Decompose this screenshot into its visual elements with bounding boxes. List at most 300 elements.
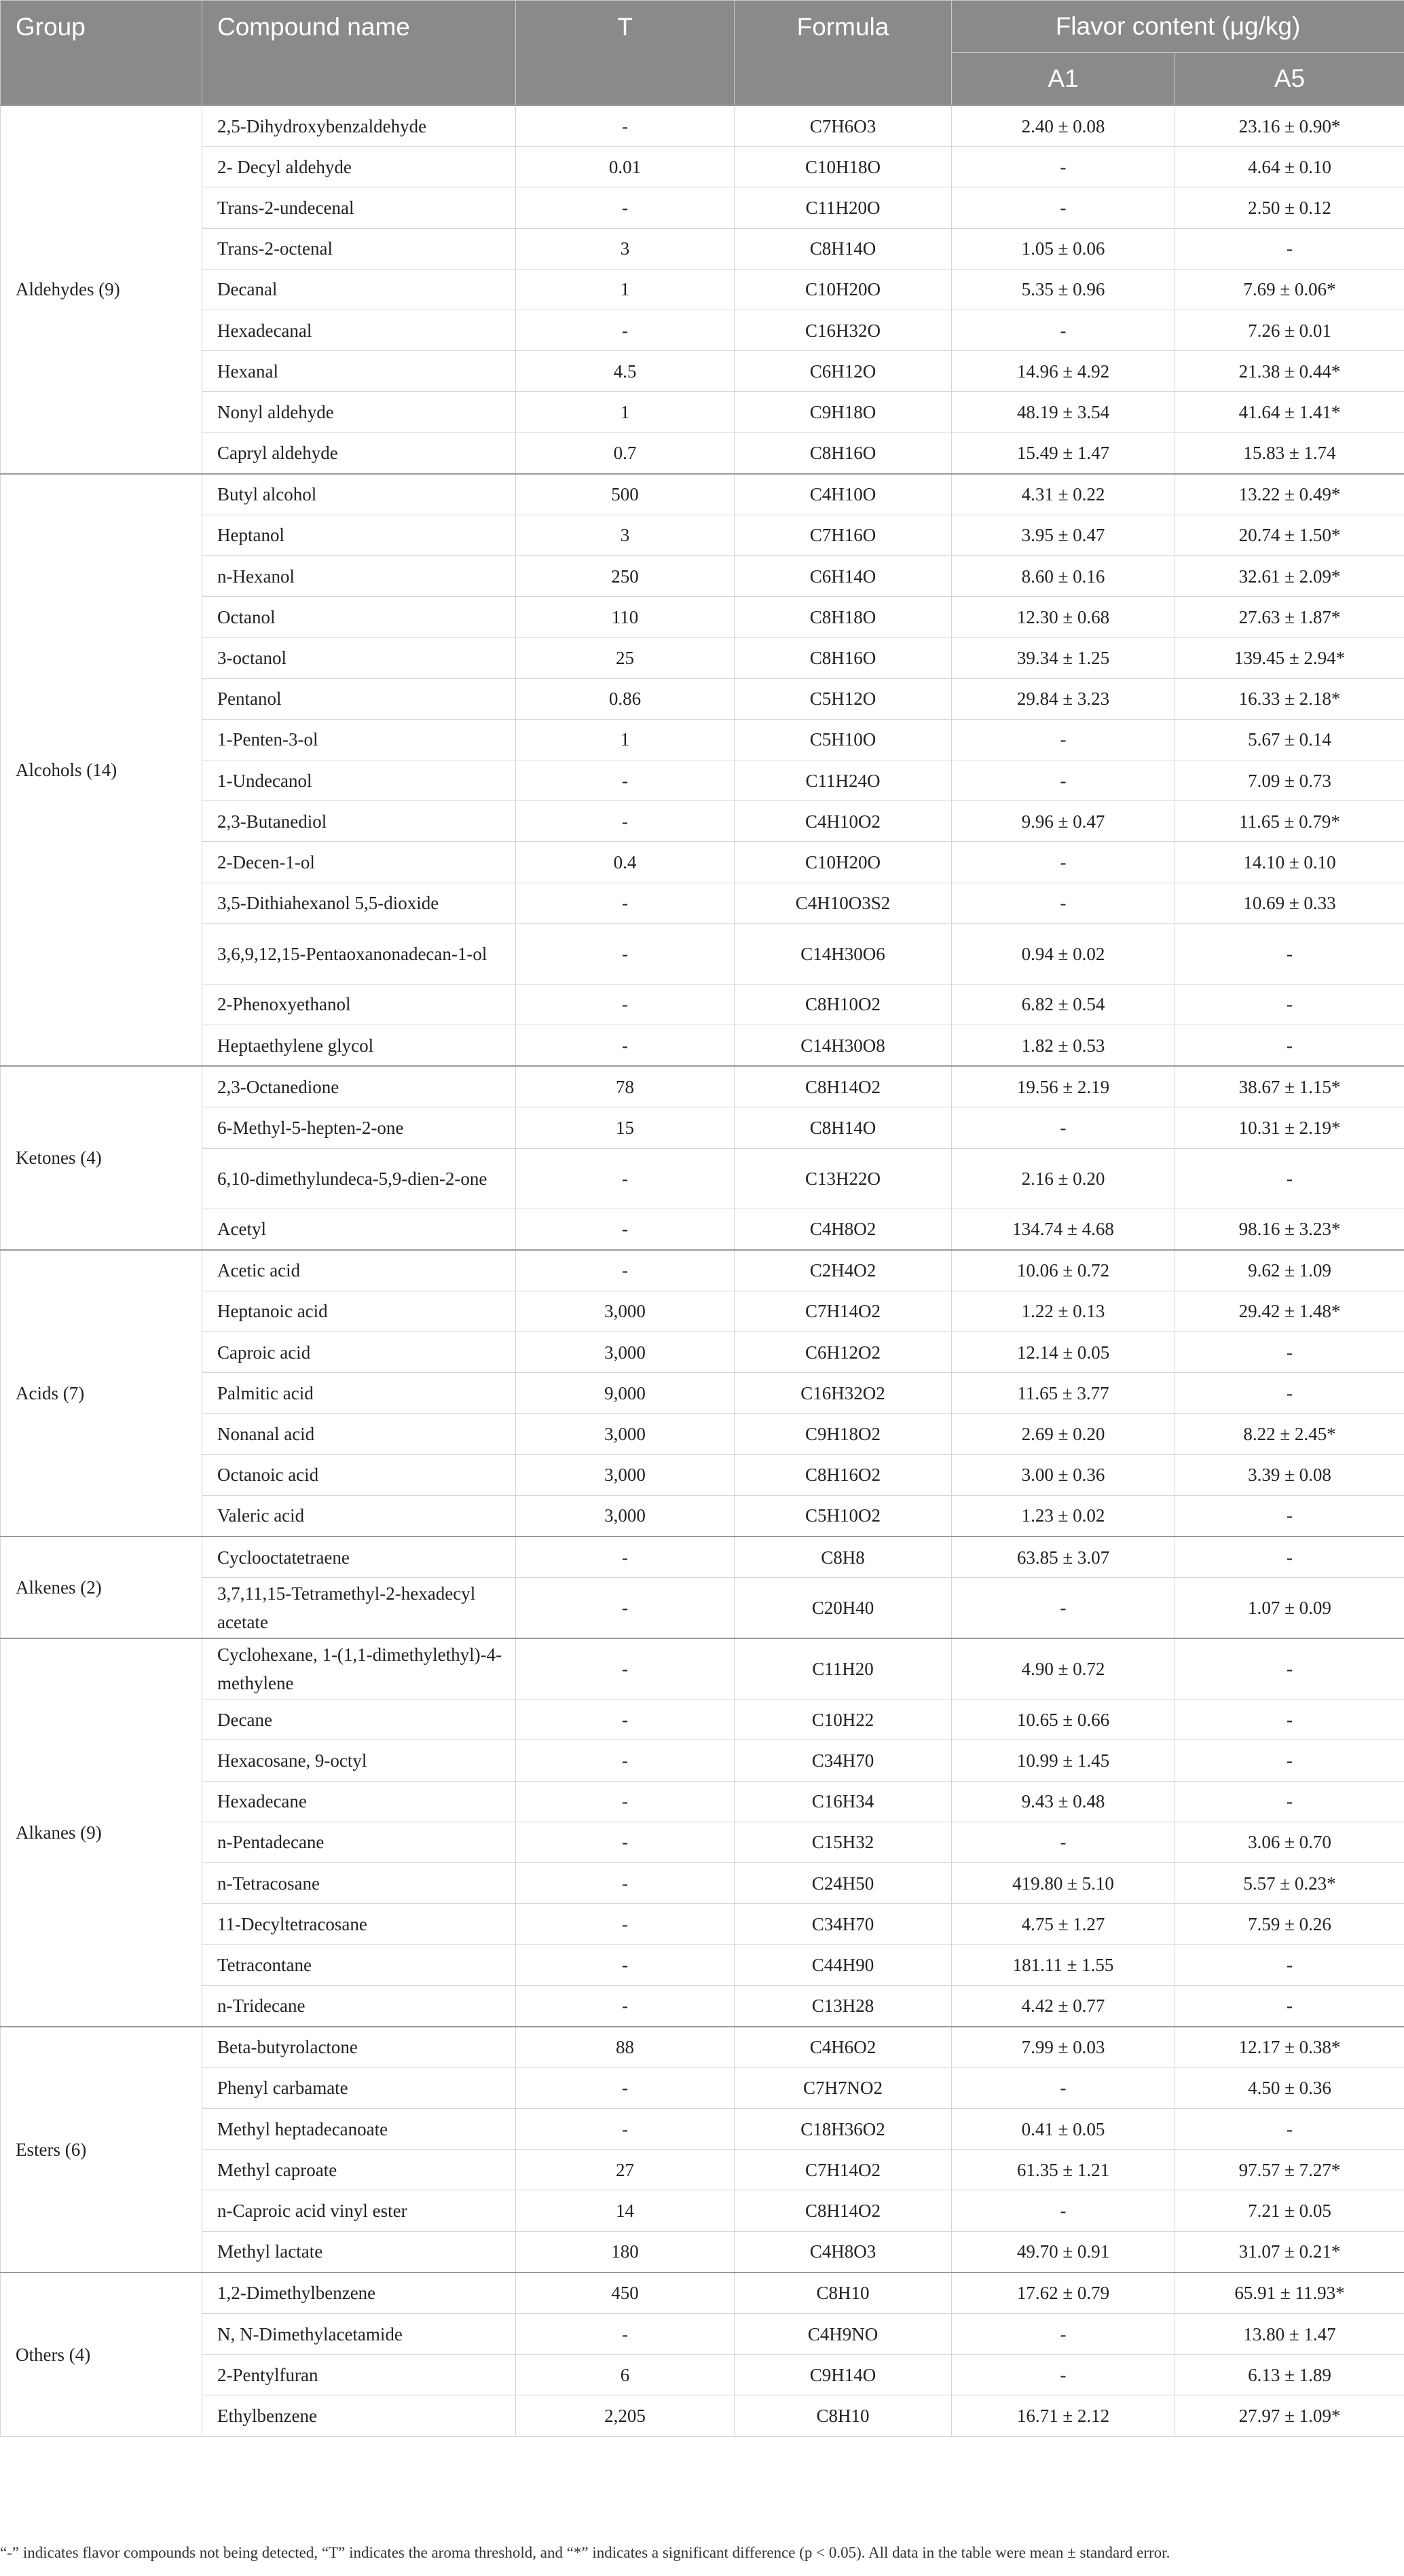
header-threshold: T: [516, 1, 735, 106]
table-row: [1, 1066, 1404, 1107]
a1-value-cell: 11.65 ± 3.77: [952, 1373, 1175, 1414]
compound-name-cell: Acetyl: [202, 1209, 516, 1250]
compound-name-cell: N, N-Dimethylacetamide: [202, 2314, 516, 2355]
table-row: [1, 760, 1404, 801]
a1-value-cell: 39.34 ± 1.25: [952, 638, 1175, 678]
compound-name-cell: Trans-2-octenal: [202, 228, 516, 269]
threshold-cell: 0.01: [516, 147, 735, 187]
formula-cell: C8H14O2: [735, 2190, 952, 2231]
formula-cell: C8H10: [735, 2395, 952, 2436]
a1-value-cell: 4.42 ± 0.77: [952, 1985, 1175, 2027]
group-label: Alkenes (2): [1, 1537, 202, 1638]
table-row: [1, 1209, 1404, 1250]
formula-cell: C11H24O: [735, 760, 952, 801]
a5-value-cell: 7.21 ± 0.05: [1175, 2190, 1404, 2231]
compound-name-cell: Caproic acid: [202, 1332, 516, 1373]
formula-cell: C6H14O: [735, 556, 952, 597]
compound-name-cell: Beta-butyrolactone: [202, 2027, 516, 2068]
compound-name-cell: Nonyl aldehyde: [202, 392, 516, 433]
formula-cell: C4H10O: [735, 474, 952, 515]
a1-value-cell: 9.96 ± 0.47: [952, 801, 1175, 842]
threshold-cell: 110: [516, 597, 735, 638]
formula-cell: C16H32O: [735, 310, 952, 350]
table-row: [1, 842, 1404, 883]
table-row: [1, 2027, 1404, 2068]
threshold-cell: -: [516, 1904, 735, 1945]
formula-cell: C11H20O: [735, 187, 952, 228]
a1-value-cell: 12.30 ± 0.68: [952, 597, 1175, 638]
threshold-cell: -: [516, 2314, 735, 2355]
threshold-cell: -: [516, 801, 735, 842]
table-row: [1, 2231, 1404, 2273]
formula-cell: C5H10O: [735, 719, 952, 760]
threshold-cell: 9,000: [516, 1373, 735, 1414]
a5-value-cell: 29.42 ± 1.48*: [1175, 1291, 1404, 1331]
formula-cell: C14H30O8: [735, 1025, 952, 1066]
a1-value-cell: -: [952, 842, 1175, 883]
a5-value-cell: 9.62 ± 1.09: [1175, 1250, 1404, 1291]
formula-cell: C8H8: [735, 1537, 952, 1578]
compound-name-cell: 2-Phenoxyethanol: [202, 984, 516, 1025]
compound-name-cell: Butyl alcohol: [202, 474, 516, 515]
formula-cell: C8H10O2: [735, 984, 952, 1025]
a5-value-cell: 65.91 ± 11.93*: [1175, 2273, 1404, 2314]
a1-value-cell: 8.60 ± 0.16: [952, 556, 1175, 597]
formula-cell: C15H32: [735, 1822, 952, 1862]
table-row: [1, 2314, 1404, 2355]
a1-value-cell: 6.82 ± 0.54: [952, 984, 1175, 1025]
a1-value-cell: 4.31 ± 0.22: [952, 474, 1175, 515]
compound-name-cell: Palmitic acid: [202, 1373, 516, 1414]
threshold-cell: 0.4: [516, 842, 735, 883]
a1-value-cell: 0.41 ± 0.05: [952, 2109, 1175, 2150]
threshold-cell: 3,000: [516, 1495, 735, 1537]
a1-value-cell: 1.23 ± 0.02: [952, 1495, 1175, 1537]
compound-name-cell: 2- Decyl aldehyde: [202, 147, 516, 187]
a5-value-cell: 12.17 ± 0.38*: [1175, 2027, 1404, 2068]
a1-value-cell: 181.11 ± 1.55: [952, 1945, 1175, 1985]
formula-cell: C14H30O6: [735, 923, 952, 984]
compound-name-cell: 2-Decen-1-ol: [202, 842, 516, 883]
a5-value-cell: 7.26 ± 0.01: [1175, 310, 1404, 350]
group-label: Alkanes (9): [1, 1638, 202, 2027]
table-row: [1, 2150, 1404, 2190]
formula-cell: C8H16O2: [735, 1454, 952, 1495]
a5-value-cell: 7.59 ± 0.26: [1175, 1904, 1404, 1945]
a1-value-cell: 3.95 ± 0.47: [952, 515, 1175, 555]
formula-cell: C44H90: [735, 1945, 952, 1985]
threshold-cell: 3,000: [516, 1332, 735, 1373]
compound-name-cell: n-Hexanol: [202, 556, 516, 597]
table-row: [1, 1699, 1404, 1740]
group-label: Alcohols (14): [1, 474, 202, 1066]
compound-name-cell: Hexadecane: [202, 1781, 516, 1822]
group-label: Aldehydes (9): [1, 105, 202, 474]
table-row: [1, 2067, 1404, 2108]
table-row: [1, 2273, 1404, 2314]
threshold-cell: -: [516, 923, 735, 984]
formula-cell: C7H16O: [735, 515, 952, 555]
threshold-cell: -: [516, 187, 735, 228]
a1-value-cell: 5.35 ± 0.96: [952, 269, 1175, 310]
a1-value-cell: -: [952, 147, 1175, 187]
group-label: Acids (7): [1, 1250, 202, 1537]
header-compound-name: Compound name: [202, 1, 516, 106]
a1-value-cell: 3.00 ± 0.36: [952, 1454, 1175, 1495]
table-row: [1, 105, 1404, 147]
a1-value-cell: 2.69 ± 0.20: [952, 1414, 1175, 1454]
table-row: [1, 1107, 1404, 1148]
formula-cell: C24H50: [735, 1862, 952, 1903]
threshold-cell: 180: [516, 2231, 735, 2273]
a1-value-cell: 134.74 ± 4.68: [952, 1209, 1175, 1250]
table-row: [1, 1291, 1404, 1331]
threshold-cell: 6: [516, 2355, 735, 2395]
a1-value-cell: 419.80 ± 5.10: [952, 1862, 1175, 1903]
table-row: [1, 638, 1404, 678]
formula-cell: C11H20: [735, 1638, 952, 1699]
threshold-cell: -: [516, 1537, 735, 1578]
compound-name-cell: Heptaethylene glycol: [202, 1025, 516, 1066]
a1-value-cell: -: [952, 2190, 1175, 2231]
a5-value-cell: 139.45 ± 2.94*: [1175, 638, 1404, 678]
table-row: [1, 228, 1404, 269]
table-footnote: “-” indicates flavor compounds not being detected, “T” indicates the aroma threshold, and “*” indicates a significant difference (p < 0.05). All data in the table were mean ± standard error.: [0, 2544, 1170, 2561]
formula-cell: C20H40: [735, 1578, 952, 1639]
compound-name-cell: Trans-2-undecenal: [202, 187, 516, 228]
a1-value-cell: 15.49 ± 1.47: [952, 433, 1175, 474]
a1-value-cell: -: [952, 2067, 1175, 2108]
a1-value-cell: 49.70 ± 0.91: [952, 2231, 1175, 2273]
threshold-cell: 500: [516, 474, 735, 515]
threshold-cell: 0.86: [516, 678, 735, 719]
compound-name-cell: 6-Methyl-5-hepten-2-one: [202, 1107, 516, 1148]
a5-value-cell: 21.38 ± 0.44*: [1175, 351, 1404, 392]
a5-value-cell: -: [1175, 1699, 1404, 1740]
threshold-cell: 1: [516, 269, 735, 310]
a5-value-cell: 13.22 ± 0.49*: [1175, 474, 1404, 515]
threshold-cell: 3,000: [516, 1414, 735, 1454]
compound-name-cell: n-Tridecane: [202, 1985, 516, 2027]
a5-value-cell: 31.07 ± 0.21*: [1175, 2231, 1404, 2273]
compound-name-cell: 2,3-Butanediol: [202, 801, 516, 842]
table-row: [1, 515, 1404, 555]
table-row: [1, 1740, 1404, 1781]
formula-cell: C6H12O2: [735, 1332, 952, 1373]
compound-name-cell: 1-Undecanol: [202, 760, 516, 801]
table-row: [1, 433, 1404, 474]
header-group: Group: [1, 1, 202, 106]
threshold-cell: -: [516, 1699, 735, 1740]
table-row: [1, 1537, 1404, 1578]
formula-cell: C16H34: [735, 1781, 952, 1822]
table-row: [1, 1373, 1404, 1414]
formula-cell: C7H14O2: [735, 2150, 952, 2190]
a1-value-cell: -: [952, 187, 1175, 228]
formula-cell: C9H18O2: [735, 1414, 952, 1454]
table-row: [1, 269, 1404, 310]
a1-value-cell: 17.62 ± 0.79: [952, 2273, 1175, 2314]
a1-value-cell: 4.90 ± 0.72: [952, 1638, 1175, 1699]
table-body: [1, 105, 1404, 2436]
table-row: [1, 719, 1404, 760]
threshold-cell: -: [516, 1638, 735, 1699]
table-row: [1, 2355, 1404, 2395]
group-label: Esters (6): [1, 2027, 202, 2273]
a1-value-cell: -: [952, 883, 1175, 923]
a5-value-cell: 23.16 ± 0.90*: [1175, 105, 1404, 147]
formula-cell: C10H20O: [735, 269, 952, 310]
table-row: [1, 474, 1404, 515]
threshold-cell: 15: [516, 1107, 735, 1148]
formula-cell: C4H8O2: [735, 1209, 952, 1250]
a1-value-cell: 1.22 ± 0.13: [952, 1291, 1175, 1331]
threshold-cell: 450: [516, 2273, 735, 2314]
formula-cell: C2H4O2: [735, 1250, 952, 1291]
threshold-cell: 3,000: [516, 1454, 735, 1495]
formula-cell: C8H14O: [735, 1107, 952, 1148]
a1-value-cell: 12.14 ± 0.05: [952, 1332, 1175, 1373]
compound-name-cell: Nonanal acid: [202, 1414, 516, 1454]
formula-cell: C10H22: [735, 1699, 952, 1740]
compound-name-cell: n-Caproic acid vinyl ester: [202, 2190, 516, 2231]
table-row: [1, 2190, 1404, 2231]
compound-name-cell: Octanoic acid: [202, 1454, 516, 1495]
threshold-cell: 2,205: [516, 2395, 735, 2436]
threshold-cell: -: [516, 1862, 735, 1903]
a5-value-cell: 20.74 ± 1.50*: [1175, 515, 1404, 555]
a5-value-cell: 3.06 ± 0.70: [1175, 1822, 1404, 1862]
compound-name-cell: Cyclooctatetraene: [202, 1537, 516, 1578]
formula-cell: C7H6O3: [735, 105, 952, 147]
a5-value-cell: 5.67 ± 0.14: [1175, 719, 1404, 760]
a1-value-cell: 10.65 ± 0.66: [952, 1699, 1175, 1740]
a5-value-cell: 10.69 ± 0.33: [1175, 883, 1404, 923]
threshold-cell: 27: [516, 2150, 735, 2190]
header-formula: Formula: [735, 1, 952, 106]
a5-value-cell: -: [1175, 1537, 1404, 1578]
compound-name-cell: Hexadecanal: [202, 310, 516, 350]
a1-value-cell: 1.82 ± 0.53: [952, 1025, 1175, 1066]
table-row: [1, 883, 1404, 923]
a5-value-cell: -: [1175, 1148, 1404, 1209]
threshold-cell: -: [516, 1740, 735, 1781]
threshold-cell: 1: [516, 392, 735, 433]
table-row: [1, 556, 1404, 597]
a5-value-cell: -: [1175, 1495, 1404, 1537]
formula-cell: C8H16O: [735, 638, 952, 678]
formula-cell: C9H18O: [735, 392, 952, 433]
formula-cell: C8H10: [735, 2273, 952, 2314]
a1-value-cell: 2.16 ± 0.20: [952, 1148, 1175, 1209]
table-row: [1, 1414, 1404, 1454]
compound-name-cell: Cyclohexane, 1-(1,1-dimethylethyl)-4-methylene: [202, 1638, 516, 1699]
table-row: [1, 1332, 1404, 1373]
a5-value-cell: -: [1175, 1373, 1404, 1414]
threshold-cell: 78: [516, 1066, 735, 1107]
a1-value-cell: 14.96 ± 4.92: [952, 351, 1175, 392]
a5-value-cell: 14.10 ± 0.10: [1175, 842, 1404, 883]
compound-name-cell: 1-Penten-3-ol: [202, 719, 516, 760]
header-a5: A5: [1175, 53, 1404, 106]
table-row: [1, 392, 1404, 433]
threshold-cell: 88: [516, 2027, 735, 2068]
a5-value-cell: 15.83 ± 1.74: [1175, 433, 1404, 474]
threshold-cell: 3: [516, 228, 735, 269]
compound-name-cell: Pentanol: [202, 678, 516, 719]
a5-value-cell: -: [1175, 228, 1404, 269]
compound-name-cell: Phenyl carbamate: [202, 2067, 516, 2108]
a1-value-cell: -: [952, 2314, 1175, 2355]
formula-cell: C34H70: [735, 1904, 952, 1945]
formula-cell: C8H18O: [735, 597, 952, 638]
threshold-cell: -: [516, 2067, 735, 2108]
compound-name-cell: 2,3-Octanedione: [202, 1066, 516, 1107]
formula-cell: C10H18O: [735, 147, 952, 187]
threshold-cell: -: [516, 1148, 735, 1209]
table-row: [1, 147, 1404, 187]
table-row: [1, 187, 1404, 228]
threshold-cell: -: [516, 1945, 735, 1985]
compound-name-cell: 11-Decyltetracosane: [202, 1904, 516, 1945]
a5-value-cell: 4.50 ± 0.36: [1175, 2067, 1404, 2108]
formula-cell: C13H28: [735, 1985, 952, 2027]
threshold-cell: -: [516, 883, 735, 923]
formula-cell: C7H7NO2: [735, 2067, 952, 2108]
table-row: [1, 1781, 1404, 1822]
compound-name-cell: 6,10-dimethylundeca-5,9-dien-2-one: [202, 1148, 516, 1209]
a5-value-cell: -: [1175, 1332, 1404, 1373]
table-row: [1, 351, 1404, 392]
compound-name-cell: n-Pentadecane: [202, 1822, 516, 1862]
a5-value-cell: 38.67 ± 1.15*: [1175, 1066, 1404, 1107]
threshold-cell: -: [516, 760, 735, 801]
a5-value-cell: 27.97 ± 1.09*: [1175, 2395, 1404, 2436]
compound-name-cell: Octanol: [202, 597, 516, 638]
formula-cell: C13H22O: [735, 1148, 952, 1209]
a5-value-cell: 10.31 ± 2.19*: [1175, 1107, 1404, 1148]
a5-value-cell: 97.57 ± 7.27*: [1175, 2150, 1404, 2190]
a5-value-cell: 1.07 ± 0.09: [1175, 1578, 1404, 1639]
a1-value-cell: 63.85 ± 3.07: [952, 1537, 1175, 1578]
threshold-cell: -: [516, 310, 735, 350]
formula-cell: C8H14O: [735, 228, 952, 269]
threshold-cell: -: [516, 2109, 735, 2150]
a5-value-cell: -: [1175, 1985, 1404, 2027]
a5-value-cell: -: [1175, 2109, 1404, 2150]
compound-name-cell: Hexanal: [202, 351, 516, 392]
a1-value-cell: 0.94 ± 0.02: [952, 923, 1175, 984]
table-row: [1, 597, 1404, 638]
compound-name-cell: Heptanol: [202, 515, 516, 555]
a1-value-cell: 48.19 ± 3.54: [952, 392, 1175, 433]
a1-value-cell: 19.56 ± 2.19: [952, 1066, 1175, 1107]
compound-name-cell: 3,7,11,15-Tetramethyl-2-hexadecyl acetate: [202, 1578, 516, 1639]
a1-value-cell: 9.43 ± 0.48: [952, 1781, 1175, 1822]
formula-cell: C9H14O: [735, 2355, 952, 2395]
table-row: [1, 1638, 1404, 1699]
table-row: [1, 1454, 1404, 1495]
a1-value-cell: 4.75 ± 1.27: [952, 1904, 1175, 1945]
a1-value-cell: -: [952, 1107, 1175, 1148]
header-flavor-content: Flavor content (μg/kg): [952, 1, 1404, 53]
a5-value-cell: 3.39 ± 0.08: [1175, 1454, 1404, 1495]
threshold-cell: 3,000: [516, 1291, 735, 1331]
threshold-cell: -: [516, 1250, 735, 1291]
formula-cell: C4H6O2: [735, 2027, 952, 2068]
compound-name-cell: Methyl heptadecanoate: [202, 2109, 516, 2150]
a5-value-cell: 7.09 ± 0.73: [1175, 760, 1404, 801]
threshold-cell: 1: [516, 719, 735, 760]
group-label: Ketones (4): [1, 1066, 202, 1250]
a1-value-cell: 16.71 ± 2.12: [952, 2395, 1175, 2436]
a1-value-cell: -: [952, 719, 1175, 760]
table-row: [1, 1985, 1404, 2027]
table-row: [1, 1904, 1404, 1945]
compound-name-cell: 3,5-Dithiahexanol 5,5-dioxide: [202, 883, 516, 923]
a5-value-cell: 11.65 ± 0.79*: [1175, 801, 1404, 842]
compound-name-cell: Capryl aldehyde: [202, 433, 516, 474]
threshold-cell: -: [516, 1985, 735, 2027]
compound-name-cell: Methyl caproate: [202, 2150, 516, 2190]
threshold-cell: -: [516, 105, 735, 147]
table-row: [1, 984, 1404, 1025]
a5-value-cell: 41.64 ± 1.41*: [1175, 392, 1404, 433]
a5-value-cell: -: [1175, 1740, 1404, 1781]
a5-value-cell: 32.61 ± 2.09*: [1175, 556, 1404, 597]
compound-name-cell: 2,5-Dihydroxybenzaldehyde: [202, 105, 516, 147]
threshold-cell: -: [516, 1209, 735, 1250]
a5-value-cell: 4.64 ± 0.10: [1175, 147, 1404, 187]
table-row: [1, 801, 1404, 842]
formula-cell: C4H10O3S2: [735, 883, 952, 923]
a5-value-cell: 2.50 ± 0.12: [1175, 187, 1404, 228]
a5-value-cell: 27.63 ± 1.87*: [1175, 597, 1404, 638]
formula-cell: C4H9NO: [735, 2314, 952, 2355]
compound-name-cell: Tetracontane: [202, 1945, 516, 1985]
a1-value-cell: 2.40 ± 0.08: [952, 105, 1175, 147]
a1-value-cell: -: [952, 310, 1175, 350]
a5-value-cell: 98.16 ± 3.23*: [1175, 1209, 1404, 1250]
threshold-cell: 0.7: [516, 433, 735, 474]
formula-cell: C6H12O: [735, 351, 952, 392]
a1-value-cell: 10.06 ± 0.72: [952, 1250, 1175, 1291]
a5-value-cell: 16.33 ± 2.18*: [1175, 678, 1404, 719]
threshold-cell: 250: [516, 556, 735, 597]
compound-name-cell: n-Tetracosane: [202, 1862, 516, 1903]
a1-value-cell: 1.05 ± 0.06: [952, 228, 1175, 269]
formula-cell: C5H10O2: [735, 1495, 952, 1537]
threshold-cell: -: [516, 1025, 735, 1066]
table-row: [1, 1822, 1404, 1862]
a5-value-cell: 7.69 ± 0.06*: [1175, 269, 1404, 310]
table-row: [1, 1025, 1404, 1066]
compound-name-cell: 3-octanol: [202, 638, 516, 678]
compound-name-cell: Hexacosane, 9-octyl: [202, 1740, 516, 1781]
formula-cell: C8H14O2: [735, 1066, 952, 1107]
table-row: [1, 923, 1404, 984]
table-row: [1, 1862, 1404, 1903]
threshold-cell: -: [516, 1578, 735, 1639]
a5-value-cell: -: [1175, 1025, 1404, 1066]
compound-name-cell: Heptanoic acid: [202, 1291, 516, 1331]
formula-cell: C5H12O: [735, 678, 952, 719]
formula-cell: C8H16O: [735, 433, 952, 474]
a1-value-cell: 61.35 ± 1.21: [952, 2150, 1175, 2190]
compound-name-cell: Decanal: [202, 269, 516, 310]
a1-value-cell: -: [952, 1578, 1175, 1639]
threshold-cell: 4.5: [516, 351, 735, 392]
